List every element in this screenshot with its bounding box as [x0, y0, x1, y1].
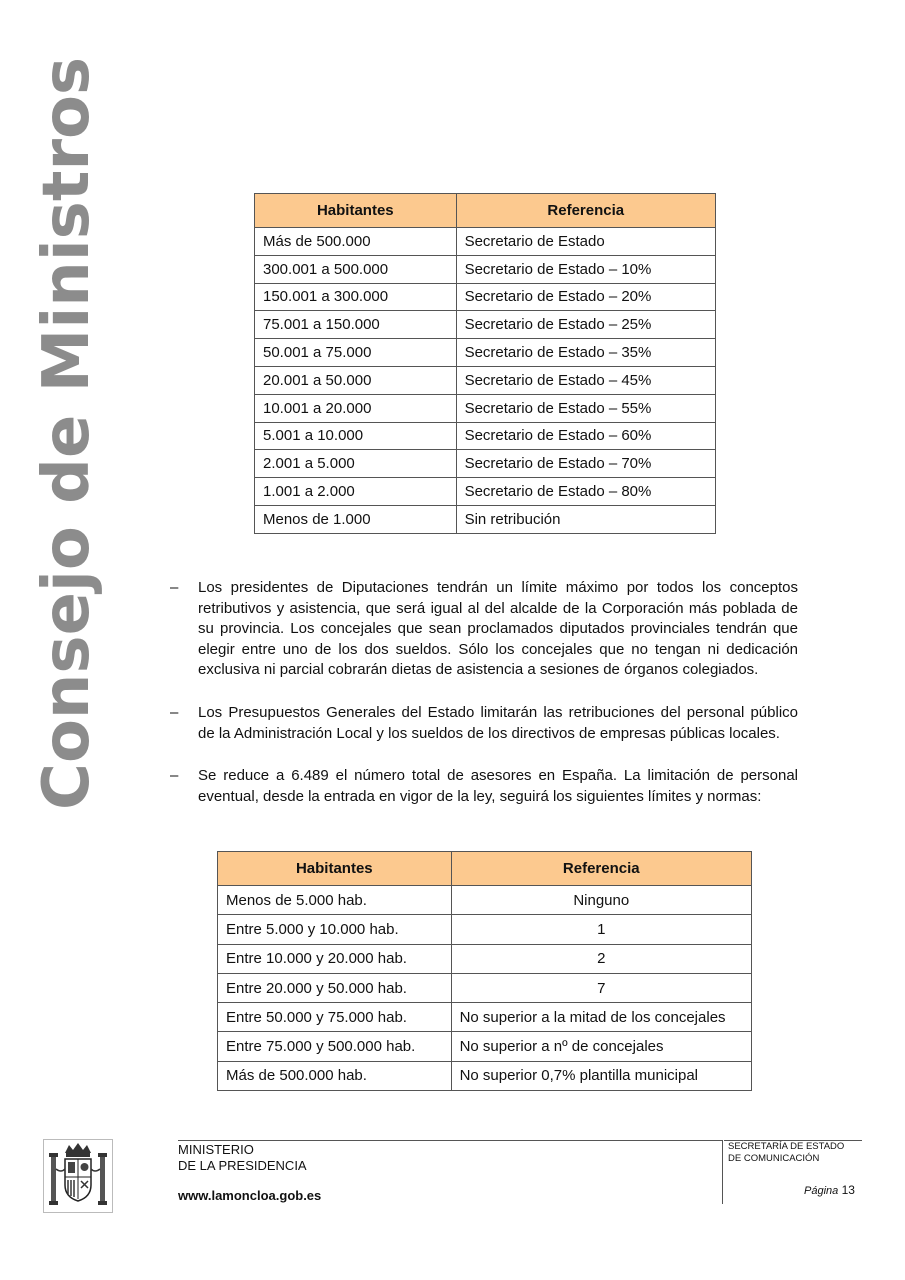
habitantes-cell: 75.001 a 150.000	[255, 311, 457, 339]
habitantes-cell: 2.001 a 5.000	[255, 450, 457, 478]
bullet-text: Los presidentes de Diputaciones tendrán un límite máximo por todos los conceptos retributivos y asistencia, que será igual al del alcalde de la Corporación más poblada de su provincia. Los concejales que sean proclamados diputados provinciales tendrán que elegir entre uno de los dos sueldos. Sólo los concejales que no tengan ni dedicación exclusiva ni parcial cobrarán dietas de asistencia a sesiones de órganos colegiados.	[198, 579, 798, 679]
column-header: Habitantes	[255, 194, 457, 228]
table-row	[255, 450, 716, 478]
secretaria-line: SECRETARÍA DE ESTADO	[728, 1141, 845, 1152]
referencia-cell: 2	[451, 944, 751, 973]
ministry-line: MINISTERIO	[178, 1142, 254, 1157]
dash-bullet: –	[170, 703, 179, 721]
ministry-line: DE LA PRESIDENCIA	[178, 1158, 307, 1173]
habitantes-cell: 150.001 a 300.000	[255, 283, 457, 311]
habitantes-cell: Entre 10.000 y 20.000 hab.	[218, 944, 452, 973]
referencia-cell: No superior a la mitad de los concejales	[451, 1003, 751, 1032]
habitantes-cell: 300.001 a 500.000	[255, 255, 457, 283]
table-row	[218, 915, 752, 944]
dash-bullet: –	[170, 579, 179, 596]
referencia-cell: Secretario de Estado – 70%	[456, 450, 715, 478]
side-title: Consejo de Ministros	[30, 56, 104, 810]
salary-reference-table	[254, 193, 716, 534]
table-row	[218, 1003, 752, 1032]
habitantes-cell: Entre 20.000 y 50.000 hab.	[218, 973, 452, 1002]
table-row	[255, 255, 716, 283]
habitantes-cell: 50.001 a 75.000	[255, 339, 457, 367]
list-item	[170, 703, 798, 744]
referencia-cell: Secretario de Estado – 10%	[456, 255, 715, 283]
table-row	[255, 394, 716, 422]
table-row	[255, 283, 716, 311]
table-row	[218, 1032, 752, 1061]
habitantes-cell: 20.001 a 50.000	[255, 366, 457, 394]
table-row	[255, 339, 716, 367]
table-row	[255, 228, 716, 256]
footer-divider	[722, 1140, 723, 1204]
habitantes-cell: 1.001 a 2.000	[255, 478, 457, 506]
habitantes-cell: 5.001 a 10.000	[255, 422, 457, 450]
dash-bullet: –	[170, 767, 179, 785]
secretaria-name	[728, 1141, 844, 1165]
spain-coat-of-arms-icon	[43, 1139, 113, 1213]
habitantes-cell: Menos de 1.000	[255, 505, 457, 533]
referencia-cell: Ninguno	[451, 886, 751, 915]
referencia-cell: No superior a nº de concejales	[451, 1032, 751, 1061]
habitantes-cell: Más de 500.000	[255, 228, 457, 256]
habitantes-cell: Entre 50.000 y 75.000 hab.	[218, 1003, 452, 1032]
table-row	[255, 505, 716, 533]
referencia-cell: Secretario de Estado – 35%	[456, 339, 715, 367]
list-item	[170, 766, 798, 807]
table-row	[218, 973, 752, 1002]
ministry-name	[178, 1142, 307, 1174]
habitantes-cell: Más de 500.000 hab.	[218, 1061, 452, 1090]
referencia-cell: Secretario de Estado – 20%	[456, 283, 715, 311]
referencia-cell: 7	[451, 973, 751, 1002]
secretaria-line: DE COMUNICACIÓN	[728, 1153, 820, 1164]
referencia-cell: Secretario de Estado	[456, 228, 715, 256]
referencia-cell: Secretario de Estado – 25%	[456, 311, 715, 339]
table-header-row	[255, 194, 716, 228]
bullet-text: Se reduce a 6.489 el número total de asesores en España. La limitación de personal eventual, desde la entrada en vigor de la ley, seguirá los siguientes límites y normas:	[198, 767, 798, 805]
website-link[interactable]: www.lamoncloa.gob.es	[178, 1188, 322, 1203]
table-header-row	[218, 852, 752, 886]
list-item	[170, 578, 798, 681]
referencia-cell: 1	[451, 915, 751, 944]
referencia-cell: No superior 0,7% plantilla municipal	[451, 1061, 751, 1090]
habitantes-cell: Entre 75.000 y 500.000 hab.	[218, 1032, 452, 1061]
page-number-value: 13	[841, 1183, 855, 1197]
page-label: Página	[804, 1185, 839, 1197]
page-number	[804, 1183, 855, 1197]
footer-divider	[178, 1140, 722, 1141]
referencia-cell: Secretario de Estado – 80%	[456, 478, 715, 506]
table-row	[255, 311, 716, 339]
bullet-text: Los Presupuestos Generales del Estado limitarán las retribuciones del personal público de la Administración Local y los sueldos de los directivos de empresas públicas locales.	[198, 703, 798, 742]
table-row	[255, 366, 716, 394]
table-row	[255, 422, 716, 450]
referencia-cell: Secretario de Estado – 55%	[456, 394, 715, 422]
advisors-limit-table	[217, 851, 752, 1091]
habitantes-cell: Entre 5.000 y 10.000 hab.	[218, 915, 452, 944]
referencia-cell: Secretario de Estado – 60%	[456, 422, 715, 450]
column-header: Habitantes	[218, 852, 452, 886]
table-row	[218, 886, 752, 915]
column-header: Referencia	[456, 194, 715, 228]
table-row	[218, 944, 752, 973]
referencia-cell: Sin retribución	[456, 505, 715, 533]
habitantes-cell: 10.001 a 20.000	[255, 394, 457, 422]
table-row	[255, 478, 716, 506]
bullet-list	[170, 578, 798, 829]
table-row	[218, 1061, 752, 1090]
referencia-cell: Secretario de Estado – 45%	[456, 366, 715, 394]
column-header: Referencia	[451, 852, 751, 886]
habitantes-cell: Menos de 5.000 hab.	[218, 886, 452, 915]
